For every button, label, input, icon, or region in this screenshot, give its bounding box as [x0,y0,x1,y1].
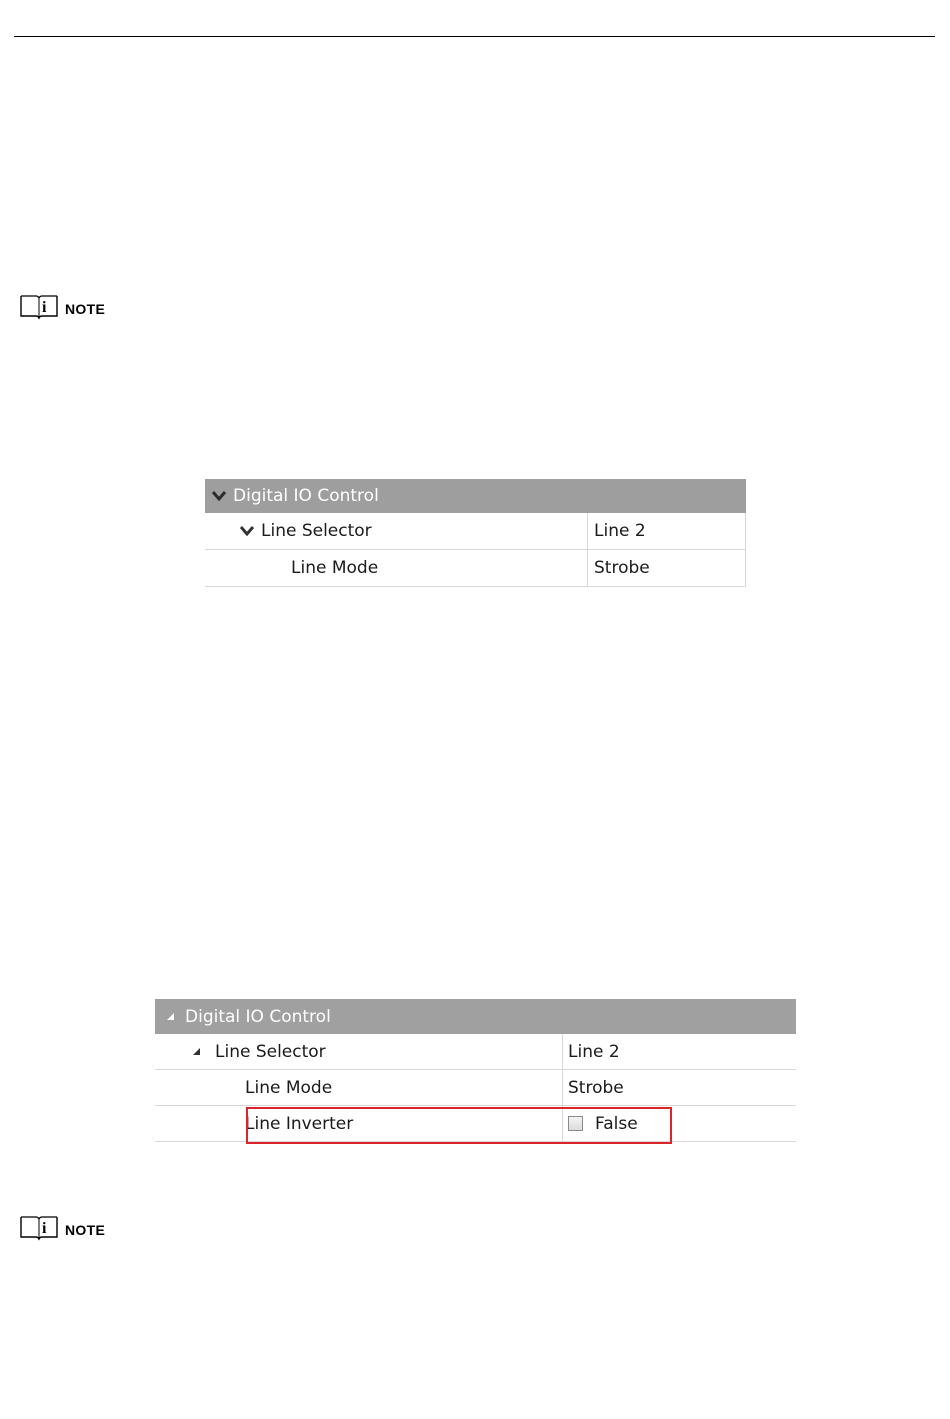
property-grid-1 [205,479,746,587]
property-value[interactable]: Line 2 [568,1041,620,1062]
property-grid-2 [155,999,796,1142]
property-name: Line Inverter [245,1113,354,1134]
property-name-cell [205,550,588,586]
chevron-down-icon[interactable] [205,490,233,502]
category-title: Digital IO Control [233,486,379,506]
property-row[interactable] [205,550,746,587]
property-name-cell [205,513,588,549]
property-name-cell [155,1106,563,1141]
triangle-expand-icon[interactable] [193,1048,215,1055]
property-row[interactable] [205,513,746,550]
svg-text:i: i [42,299,47,316]
property-row[interactable] [155,1106,796,1142]
note-label: NOTE [65,1222,106,1238]
category-header[interactable] [205,479,746,513]
property-row[interactable] [155,1070,796,1106]
property-name: Line Mode [291,558,379,578]
note-label: NOTE [65,301,106,317]
note-callout [19,292,105,320]
book-info-icon [19,1213,59,1241]
property-name: Line Selector [261,521,372,541]
category-title: Digital IO Control [185,1006,331,1027]
property-name: Line Mode [245,1077,333,1098]
triangle-expand-icon[interactable] [155,1013,185,1020]
property-value[interactable]: Strobe [568,1077,624,1098]
category-header[interactable] [155,999,796,1034]
book-info-icon [19,292,59,320]
property-name-cell [155,1070,563,1105]
note-callout [19,1213,105,1241]
property-value: False [595,1113,638,1134]
property-value-cell[interactable] [563,1106,796,1141]
property-name: Line Selector [215,1041,326,1062]
property-value[interactable]: Line 2 [588,513,746,549]
svg-text:i: i [42,1220,47,1237]
property-value[interactable]: Strobe [588,550,746,586]
chevron-down-icon[interactable] [233,525,261,537]
property-name-cell [155,1034,563,1069]
top-rule [14,36,935,37]
line-inverter-checkbox[interactable] [568,1116,583,1131]
property-row[interactable] [155,1034,796,1070]
